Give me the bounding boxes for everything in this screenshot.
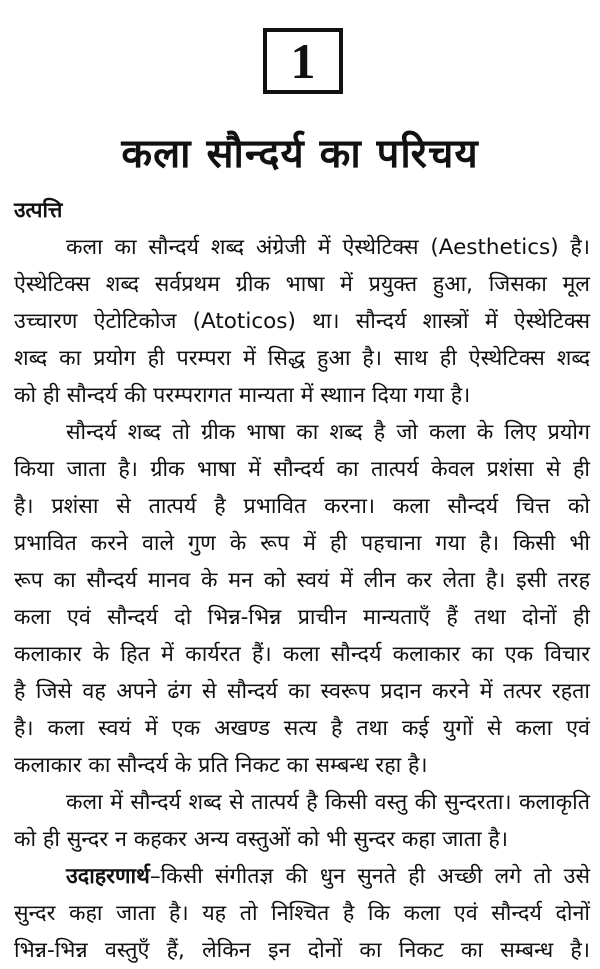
text-line: उच्चारण ऐटोटिकोज (Atoticos) था। सौन्दर्य शास्त्रों में ऐस्थेटिक्स — [14, 309, 590, 334]
text-line: रूप का सौन्दर्य मानव के मन को स्वयं में लीन कर लेता है। इसी तरह — [14, 568, 590, 593]
text-line: सुन्दर कहा जाता है। यह तो निश्चित है कि कला एवं सौन्दर्य दोनों — [14, 901, 590, 926]
chapter-number-box — [263, 28, 343, 94]
text-line: शब्द का प्रयोग ही परम्परा में सिद्ध हुआ है। साथ ही ऐस्थेटिक्स शब्द — [14, 346, 590, 371]
paragraph-1 — [14, 229, 590, 414]
example-lead: उदाहरणार्थ — [66, 864, 150, 889]
text-line: सौन्दर्य शब्द तो ग्रीक भाषा का शब्द है जो कला के लिए प्रयोग — [66, 420, 590, 445]
paragraph-3 — [14, 784, 590, 858]
text-line: को ही सुन्दर न कहकर अन्य वस्तुओं को भी सुन्दर कहा जाता है। — [14, 827, 508, 852]
paragraph-4 — [14, 858, 590, 969]
text-line: प्रभावित करने वाले गुण के रूप में ही पहचाना गया है। किसी भी — [14, 531, 590, 556]
text-line: कलाकार का सौन्दर्य के प्रति निकट का सम्बन्ध रहा है। — [14, 753, 428, 778]
text-line: भिन्न-भिन्न वस्तुएँ हैं, लेकिन इन दोनों का निकट का सम्बन्ध है। — [14, 938, 590, 963]
section-heading: उत्पत्ति — [14, 198, 63, 222]
chapter-number: 1 — [290, 33, 316, 89]
chapter-title: कला सौन्दर्य का परिचय — [121, 131, 479, 177]
text-line — [14, 858, 590, 895]
text-line: ऐस्थेटिक्स शब्द सर्वप्रथम ग्रीक भाषा में प्रयुक्त हुआ, जिसका मूल — [14, 272, 590, 297]
text-line: है जिसे वह अपने ढंग से सौन्दर्य का स्वरूप प्रदान करने में तत्पर रहता — [14, 679, 590, 704]
text-line: है। प्रशंसा से तात्पर्य है प्रभावित करना। कला सौन्दर्य चित्त को — [14, 494, 590, 519]
text-line: कला का सौन्दर्य शब्द अंग्रेजी में ऐस्थेटिक्स (Aesthetics) है। — [66, 235, 590, 260]
text-line: है। कला स्वयं में एक अखण्ड सत्य है तथा कई युगों से कला एवं — [14, 716, 590, 741]
text-line: किया जाता है। ग्रीक भाषा में सौन्दर्य का तात्पर्य केवल प्रशंसा से ही — [14, 457, 590, 482]
paragraph-2 — [14, 414, 590, 784]
text-line: कला में सौन्दर्य शब्द से तात्पर्य है किसी वस्तु की सुन्दरता। कलाकृति — [66, 790, 590, 815]
example-text: –किसी संगीतज्ञ की धुन सुनते ही अच्छी लगे तो उसे — [149, 864, 590, 889]
text-line: कला एवं सौन्दर्य दो भिन्न-भिन्न प्राचीन मान्यताएँ हैं तथा दोनों ही — [14, 605, 590, 630]
page-body — [14, 192, 590, 969]
text-line: को ही सौन्दर्य की परम्परागत मान्यता में स्थाान दिया गया है। — [14, 383, 471, 408]
text-line: कलाकार के हित में कार्यरत हैं। कला सौन्दर्य कलाकार का एक विचार — [14, 642, 590, 667]
